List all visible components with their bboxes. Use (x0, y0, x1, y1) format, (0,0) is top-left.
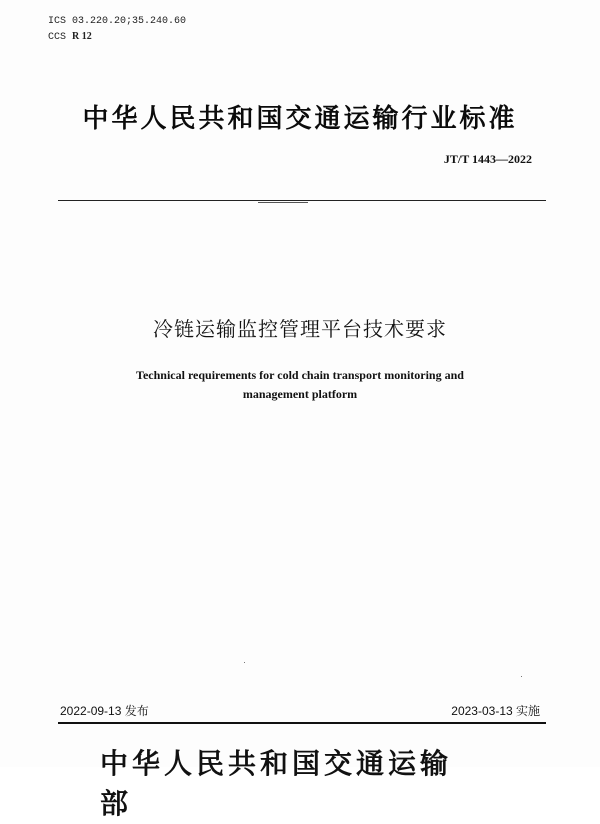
top-divider (58, 200, 546, 201)
ccs-label: CCS (48, 32, 67, 43)
document-title-cn: 冷链运输监控管理平台技术要求 (153, 317, 447, 341)
ccs-value: R 12 (72, 31, 92, 42)
ics-code: ICS 03.220.20;35.240.60 (48, 16, 187, 27)
document-title-en-line1: Technical requirements for cold chain transport monitoring and (136, 368, 464, 382)
standard-number: JT/T 1443—2022 (443, 152, 532, 166)
scan-speck (521, 676, 522, 677)
document-title-en-line2: management platform (242, 387, 358, 401)
standard-category-title: 中华人民共和国交通运输行业标准 (82, 104, 518, 134)
implementation-date: 2023-03-13 实施 (451, 704, 540, 718)
bottom-divider (58, 722, 546, 724)
scan-speck (244, 662, 245, 663)
document-title-en (100, 366, 500, 404)
classification-codes (48, 14, 186, 45)
issue-date: 2022-09-13 发布 (60, 704, 149, 718)
issuer-footer (100, 744, 480, 820)
issuer-name: 中华人民共和国交通运输部 (100, 747, 453, 820)
ccs-code (48, 29, 186, 45)
top-divider-mark (258, 202, 308, 203)
